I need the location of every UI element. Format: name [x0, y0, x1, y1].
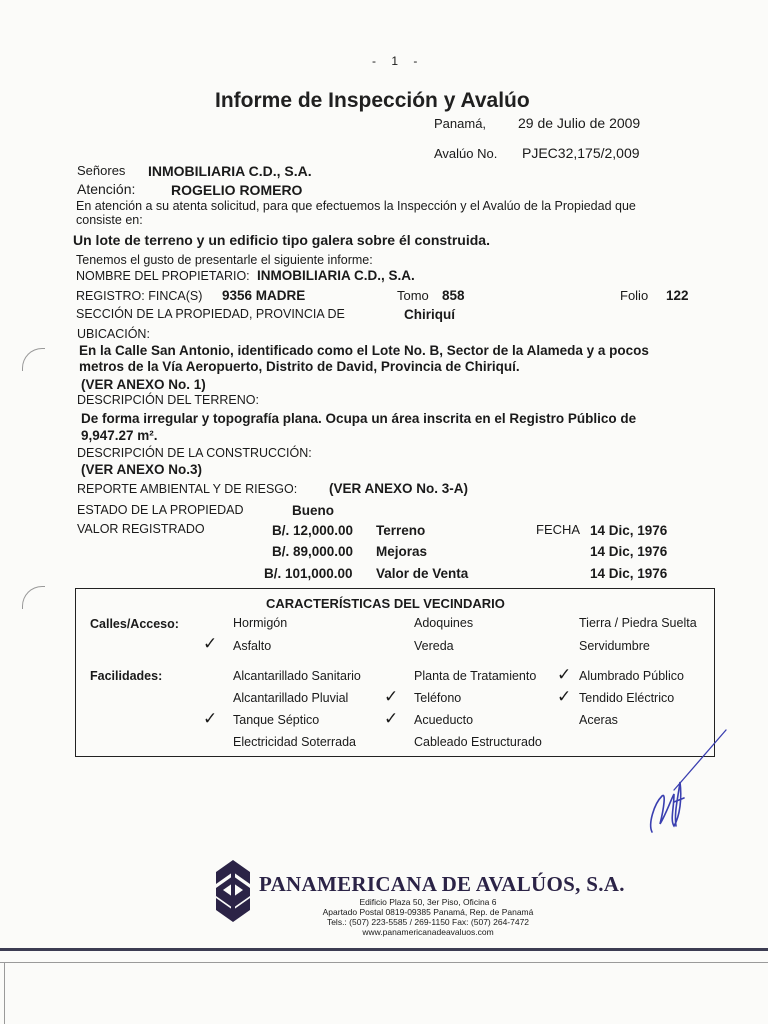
- estado-label: ESTADO DE LA PROPIEDAD: [77, 503, 244, 517]
- valor-label: VALOR REGISTRADO: [77, 522, 205, 536]
- terreno-text: De forma irregular y topografía plana. Ocupa un área inscrita en el Registro Público de: [81, 411, 637, 426]
- ambiental-label: REPORTE AMBIENTAL Y DE RIESGO:: [77, 482, 298, 496]
- ubicacion-text: En la Calle San Antonio, identificado como el Lote No. B, Sector de la Alameda y a pocos: [79, 343, 649, 358]
- item-alumbrado: Alumbrado Público: [579, 669, 684, 683]
- checkmark-icon: ✓: [203, 634, 218, 653]
- atencion-label: Atención:: [77, 181, 136, 197]
- company-address-2: Apartado Postal 0819-09385 Panamá, Rep. de Panamá: [322, 907, 534, 917]
- valor-amount: B/. 12,000.00: [272, 523, 354, 538]
- avaluo-number: PJEC32,175/2,009: [522, 145, 640, 161]
- item-adoquines: Adoquines: [414, 616, 474, 630]
- item-hormigon: Hormigón: [233, 616, 288, 630]
- item-asfalto: Asfalto: [233, 639, 272, 653]
- registro-value: 9356 MADRE: [222, 288, 306, 303]
- document-title: Informe de Inspección y Avalúo: [215, 89, 530, 112]
- fecha-label: FECHA: [536, 522, 581, 537]
- attention-name: ROGELIO ROMERO: [171, 182, 303, 198]
- company-phones: Tels.: (507) 223-5585 / 269-1150 Fax: (507) 264-7472: [326, 917, 530, 927]
- ubicacion-anexo: (VER ANEXO No. 1): [81, 377, 206, 392]
- item-tanque: Tanque Séptico: [233, 713, 320, 727]
- item-servidumbre: Servidumbre: [579, 639, 650, 653]
- valor-date: 14 Dic, 1976: [590, 523, 668, 538]
- report-date: 29 de Julio de 2009: [518, 115, 641, 131]
- signature-flourish: [674, 730, 726, 790]
- valor-concept: Valor de Venta: [376, 566, 469, 581]
- ubicacion-label: UBICACIÓN:: [77, 327, 150, 341]
- construccion-label: DESCRIPCIÓN DE LA CONSTRUCCIÓN:: [77, 446, 312, 460]
- item-aceras: Aceras: [579, 713, 618, 727]
- ubicacion-text-cont: metros de la Vía Aeropuerto, Distrito de David, Provincia de Chiriquí.: [79, 359, 520, 374]
- item-vereda: Vereda: [414, 639, 454, 653]
- punch-hole-mark: [22, 348, 45, 371]
- ambiental-value: (VER ANEXO No. 3-A): [329, 481, 469, 496]
- property-summary: Un lote de terreno y un edificio tipo galera sobre él construida.: [73, 232, 490, 248]
- folio-label: Folio: [620, 288, 649, 303]
- report-intro: Tenemos el gusto de presentarle el siguiente informe:: [76, 253, 373, 267]
- terreno-text-cont: 9,947.27 m².: [81, 428, 158, 443]
- terreno-label: DESCRIPCIÓN DEL TERRENO:: [77, 393, 259, 407]
- company-logo-icon: [214, 858, 252, 924]
- item-planta: Planta de Tratamiento: [414, 669, 537, 683]
- page-number: - 1 -: [372, 54, 424, 68]
- checkmark-icon: ✓: [384, 709, 399, 728]
- intro-text: En atención a su atenta solicitud, para que efectuemos la Inspección y el Avalúo de la Propiedad que: [76, 199, 636, 213]
- item-tendido: Tendido Eléctrico: [579, 691, 675, 705]
- intro-text-cont: consiste en:: [76, 213, 143, 227]
- seccion-value: Chiriquí: [404, 307, 455, 322]
- valor-concept: Terreno: [376, 523, 426, 538]
- valor-date: 14 Dic, 1976: [590, 544, 668, 559]
- checkmark-icon: ✓: [203, 709, 218, 728]
- item-acueducto: Acueducto: [414, 713, 474, 727]
- tomo-label: Tomo: [397, 288, 429, 303]
- footer-rule: [0, 948, 768, 951]
- avaluo-label: Avalúo No.: [434, 146, 498, 161]
- item-tierra: Tierra / Piedra Suelta: [579, 616, 697, 630]
- checkmark-icon: ✓: [384, 687, 399, 706]
- company-name: PANAMERICANA DE AVALÚOS, S.A.: [259, 872, 625, 896]
- item-electricidad: Electricidad Soterrada: [233, 735, 356, 749]
- owner-value: INMOBILIARIA C.D., S.A.: [257, 268, 415, 283]
- signature-stroke: [651, 782, 684, 832]
- construccion-anexo: (VER ANEXO No.3): [81, 462, 203, 477]
- checkmark-icon: ✓: [557, 687, 572, 706]
- valor-concept: Mejoras: [376, 544, 428, 559]
- estado-value: Bueno: [292, 503, 334, 518]
- page-edge-left: [4, 963, 5, 1024]
- client-name: INMOBILIARIA C.D., S.A.: [148, 163, 312, 179]
- signature: [640, 728, 730, 840]
- tomo-value: 858: [442, 288, 465, 303]
- company-address-1: Edificio Plaza 50, 3er Piso, Oficina 6: [359, 897, 497, 907]
- seccion-label: SECCIÓN DE LA PROPIEDAD, PROVINCIA DE: [76, 307, 345, 321]
- neighborhood-title: CARACTERÍSTICAS DEL VECINDARIO: [266, 596, 505, 611]
- folio-value: 122: [666, 288, 689, 303]
- checkmark-icon: ✓: [557, 665, 572, 684]
- item-alc-pluvial: Alcantarillado Pluvial: [233, 691, 349, 705]
- valor-amount: B/. 89,000.00: [272, 544, 354, 559]
- city-label: Panamá,: [434, 116, 487, 131]
- registro-label: REGISTRO: FINCA(S): [76, 289, 203, 303]
- page-edge: [0, 962, 768, 963]
- owner-label: NOMBRE DEL PROPIETARIO:: [76, 269, 250, 283]
- calles-label: Calles/Acceso:: [90, 617, 179, 631]
- company-website: www.panamericanadeavaluos.com: [362, 927, 494, 937]
- valor-date: 14 Dic, 1976: [590, 566, 668, 581]
- valor-amount: B/. 101,000.00: [264, 566, 353, 581]
- punch-hole-mark: [22, 586, 45, 609]
- item-telefono: Teléfono: [414, 691, 462, 705]
- item-alc-sanitario: Alcantarillado Sanitario: [233, 669, 361, 683]
- item-cableado: Cableado Estructurado: [414, 735, 542, 749]
- senores-label: Señores: [77, 163, 126, 178]
- facilidades-label: Facilidades:: [90, 669, 163, 683]
